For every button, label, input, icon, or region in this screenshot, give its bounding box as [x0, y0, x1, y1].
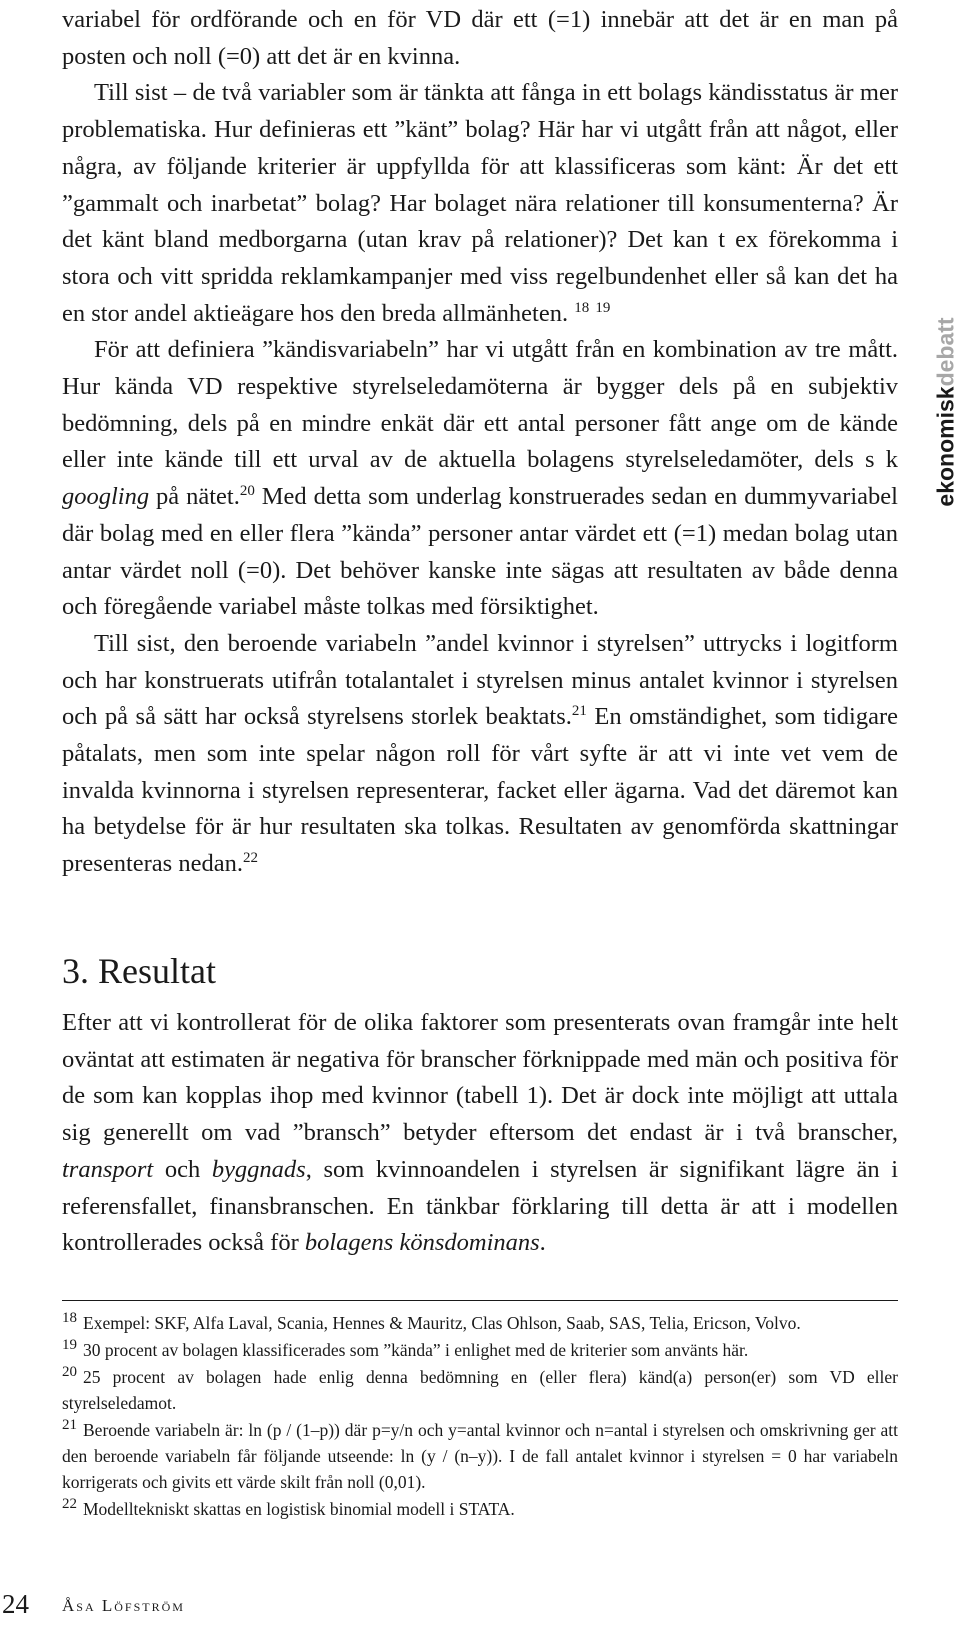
paragraph-text: , som kvinnoandelen i styrelsen är signifikant lägre än i referensfallet, finansbranschen. En tänkbar förklaring till detta är att i modellen kontrollerades också för	[62, 1155, 899, 1257]
emphasis: transport	[62, 1155, 154, 1183]
paragraph-text: Efter att vi kontrollerat för de olika faktorer som presenterats ovan framgår inte helt oväntat att estimaten är negativa för branscher förknippade med män och positiva för de som kan kopplas ihop med kvinnor (tabell 1). Det är dock inte möjligt att uttala sig generellt om vad ”bransch” betyder eftersom det endast är i två branscher,	[62, 1009, 898, 1147]
footnote-text: 30 procent av bolagen klassificerades som ”kända” i enlighet med de kriterier som använts här.	[83, 1340, 749, 1360]
results-text	[62, 1005, 898, 1262]
body-text	[62, 2, 898, 883]
paragraph-text: Med detta som underlag konstruerades sedan en dummyvariabel där bolag med en eller flera ”kända” personer antar värdet ett (=1) medan bolag utan antar värdet noll (=0). Det behöver kanske inte sägas att resultaten av både denna och föregående variabel måste tolkas med försiktighet.	[62, 483, 898, 621]
paragraph	[62, 626, 898, 883]
page-number: 24	[2, 1589, 29, 1619]
footnote-number: 21	[62, 1417, 77, 1433]
footnote-ref: 22	[242, 850, 258, 867]
paragraph-text: Till sist – de två variabler som är tänkta att fånga in ett bolags kändisstatus är mer problematiska. Hur definieras ett ”känt” bolag? Här har vi utgått från att något, eller några, av följande kriterier är uppfyllda för att klassificeras som känt: Är det ett ”gammalt och inarbetat” bolag? Har bolaget nära relationer till konsumenterna? Är det känt bland medborgarna (utan krav på relationer)? Det kan t ex förekomma i stora och vitt spridda reklamkampanjer med viss regelbundenhet eller så kan det ha en stor andel aktieägare hos den breda allmänheten.	[62, 79, 898, 327]
footnote	[62, 1496, 898, 1522]
paragraph-text: variabel för ordförande och en för VD där ett (=1) innebär att det är en man på posten och noll (=0) att det är en kvinna.	[62, 6, 898, 70]
footnote-text: Exempel: SKF, Alfa Laval, Scania, Hennes & Mauritz, Clas Ohlson, Saab, SAS, Telia, Ericson, Volvo.	[83, 1313, 801, 1333]
running-author: Åsa Löfström	[62, 1596, 185, 1615]
paragraph-text: och	[153, 1155, 212, 1183]
footnote	[62, 1337, 898, 1363]
paragraph-text: Till sist, den beroende variabeln ”andel kvinnor i styrelsen” uttrycks i logitform och har konstruerats utifrån totalantalet i styrelsen minus antalet kvinnor i styrelsen och på så sätt har också styrelsens storlek beaktats.	[62, 629, 898, 731]
paragraph-text: .	[539, 1229, 546, 1257]
paragraph	[62, 332, 898, 626]
footnote-ref: 19	[595, 299, 611, 316]
side-label-dark: ekonomisk	[932, 386, 959, 507]
footnote-ref: 18	[574, 299, 590, 316]
footnotes	[62, 1310, 898, 1523]
footnote	[62, 1364, 898, 1416]
journal-side-label	[933, 317, 960, 506]
footnote-number: 18	[62, 1310, 77, 1326]
footnote-number: 20	[62, 1364, 77, 1380]
footnote-text: Modelltekniskt skattas en logistisk binomial modell i STATA.	[83, 1499, 515, 1519]
paragraph-text: För att definiera ”kändisvariabeln” har vi utgått från en kombination av tre mått. Hur kända VD respektive styrelseledamöterna är bygger dels på en subjektiv bedömning, dels på en mindre enkät där ett antal personer fått ange om de kände eller inte kände till ett urval av de aktuella bolagens styrelseledamöter, dels s k	[62, 336, 898, 474]
footnote-text: 25 procent av bolagen hade enlig denna bedömning en (eller flera) känd(a) person(er) som VD eller styrelseledamot.	[62, 1367, 898, 1413]
footnote-divider	[62, 1300, 898, 1301]
paragraph-text: En omständighet, som tidigare påtalats, men som inte spelar någon roll för vårt syfte är att vi inte vet vem de invalda kvinnorna i styrelsen representerar, facket eller ägarna. Vad det däremot kan ha betydelse för är hur resultaten ska tolkas. Resultaten av genomförda skattningar presenteras nedan.	[62, 703, 898, 878]
footnote-text: Beroende variabeln är: ln (p / (1–p)) där p=y/n och y=antal kvinnor och n=antal i styrelsen och omskrivning ger att den beroende variabeln får följande utseende: ln (y / (n–y)). I de fall antalet kvinnor i styrelsen = 0 har variabeln korrigerats och givits ett värde skilt från noll (0,01).	[62, 1420, 898, 1492]
paragraph-text: på nätet.	[149, 483, 240, 511]
emphasis: bolagens könsdominans	[304, 1229, 540, 1257]
footnote-number: 19	[62, 1337, 77, 1353]
footnote-ref: 20	[239, 483, 255, 500]
footnote	[62, 1310, 898, 1336]
footnote-ref: 21	[571, 703, 587, 720]
emphasis: byggnads	[211, 1155, 306, 1183]
side-label-light: debatt	[932, 317, 959, 387]
paragraph	[62, 1005, 898, 1262]
paragraph	[62, 75, 898, 332]
paragraph	[62, 2, 898, 75]
footnote	[62, 1417, 898, 1495]
footnote-number: 22	[62, 1496, 77, 1512]
emphasis: googling	[62, 483, 150, 511]
section-heading: 3. Resultat	[62, 951, 216, 991]
